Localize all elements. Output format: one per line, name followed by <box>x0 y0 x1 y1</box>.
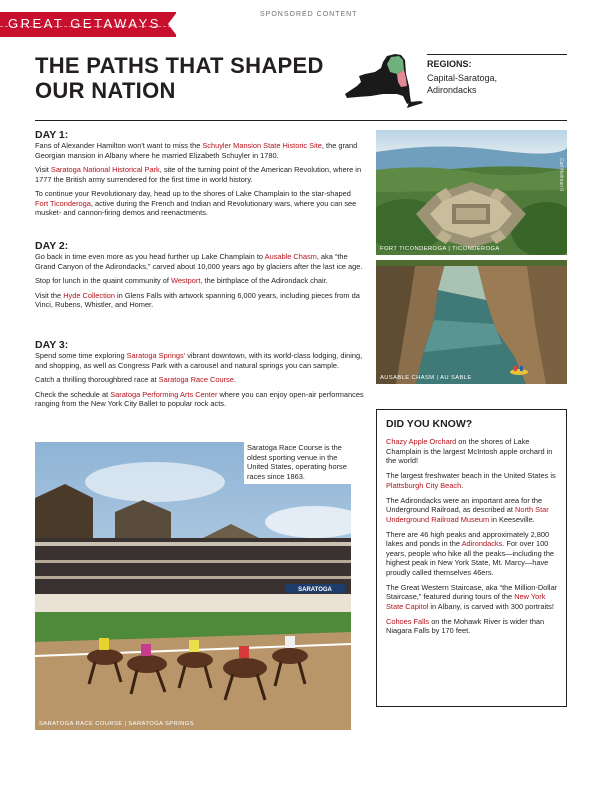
chasm-photo-caption: AUSABLE CHASM | AU SABLE <box>380 375 472 381</box>
regions-label: REGIONS: <box>427 59 472 69</box>
fort-photo-caption: FORT TICONDEROGA | TICONDEROGA <box>380 246 500 252</box>
great-getaways-banner <box>0 12 176 37</box>
day-2-section <box>35 240 365 315</box>
day-1-paragraph-1: Fans of Alexander Hamilton won't want to miss the Schuyler Mansion State Historic Site, the grand Georgian mansion in Albany where he married Elizabeth Schuyler in 1780. <box>35 141 358 160</box>
fort-aerial-image <box>376 130 567 255</box>
link-hyde-collection[interactable]: Hyde Collection <box>63 290 115 300</box>
link-new-york-state-capitol[interactable]: New York State Capitol <box>386 592 546 611</box>
horse-race-image <box>35 442 351 730</box>
chasm-image <box>376 260 567 384</box>
ny-state-shape <box>345 54 423 108</box>
day-1-section <box>35 129 365 223</box>
link-adirondacks[interactable]: Adirondacks <box>461 539 503 548</box>
link-fort-ticonderoga[interactable]: Fort Ticonderoga <box>35 198 91 208</box>
race-photo-caption: SARATOGA RACE COURSE | SARATOGA SPRINGS <box>39 721 194 727</box>
link-saratoga-performing-arts-center[interactable]: Saratoga Performing Arts Center <box>110 389 218 399</box>
link-chazy-apple-orchard[interactable]: Chazy Apple Orchard <box>386 437 457 446</box>
page-title: THE PATHS THAT SHAPED OUR NATION <box>35 53 324 103</box>
day-3-section <box>35 339 365 414</box>
link-saratoga-race-course[interactable]: Saratoga Race Course <box>158 375 234 384</box>
day-2-paragraph-3: Visit the Hyde Collection in Glens Falls with artwork spanning 6,000 years, including pieces from da Vinci, Rubens, Whistler, and Homer. <box>35 290 360 309</box>
regions-rule <box>427 54 567 55</box>
did-you-know-box <box>376 409 567 707</box>
link-ausable-chasm[interactable]: Ausable Chasm <box>264 252 317 261</box>
link-schuyler-mansion[interactable]: Schuyler Mansion State Historic Site <box>202 141 322 150</box>
day-2-paragraph-2: Stop for lunch in the quaint community of Westport, the birthplace of the Adirondack chair. <box>35 276 328 285</box>
day-2-heading: DAY 2: <box>35 240 69 252</box>
day-3-paragraph-3: Check the schedule at Saratoga Performing Arts Center where you can enjoy open-air performances ranging from the New York City Ballet to popular rock acts. <box>35 389 364 408</box>
day-3-heading: DAY 3: <box>35 339 69 351</box>
banner-notch <box>168 12 177 36</box>
day-3-paragraph-1: Spend some time exploring Saratoga Springs' vibrant downtown, with its world-class lodging, dining, and shopping, as well as Congress Park with a carousel and natural springs you can sample. <box>35 351 363 370</box>
fort-photo-credit: Carl Heilman II <box>558 158 564 192</box>
regions-value: Capital-Saratoga, Adirondacks <box>427 73 498 95</box>
fort-ticonderoga-photo <box>376 130 567 255</box>
banner-text: GREAT GETAWAYS <box>8 16 161 31</box>
saratoga-race-course-photo <box>35 442 351 730</box>
day-1-heading: DAY 1: <box>35 129 69 141</box>
fact-1: Chazy Apple Orchard on the shores of Lake Champlain is the largest McIntosh apple orchard in the world! <box>386 437 553 465</box>
fact-5: The Great Western Staircase, aka “the Million-Dollar Staircase,” featured during tours of the New York State Capitol in Albany, is carved with 300 portraits! <box>386 582 558 611</box>
link-saratoga-national-historical-park[interactable]: Saratoga National Historical Park <box>50 165 160 174</box>
day-3-paragraph-2: Catch a thrilling thoroughbred race at Saratoga Race Course. <box>35 375 236 384</box>
ausable-chasm-photo <box>376 260 567 384</box>
did-you-know-heading: DID YOU KNOW? <box>386 418 473 430</box>
link-cohoes-falls[interactable]: Cohoes Falls <box>386 616 430 626</box>
link-north-star-museum[interactable]: North Star Underground Railroad Museum <box>386 505 549 524</box>
day-1-paragraph-3: To continue your Revolutionary day, head up to the shores of Lake Champlain to the star-shaped Fort Ticonderoga, active during the French and Indian and Revolutionary wars, where you can see musket- and cannon-firing demos and reenactments. <box>35 189 357 217</box>
sponsored-label: SPONSORED CONTENT <box>260 11 358 18</box>
fact-4: There are 46 high peaks and approximately 2,800 lakes and ponds in the Adirondacks. For over 100 years, people who hike all the peaks—including the highest peak in New York State, Mt. Marcy—have proudly called themselves 46ers. <box>386 529 555 577</box>
link-saratoga-springs[interactable]: Saratoga Springs' <box>126 351 186 360</box>
fact-2: The largest freshwater beach in the United States is Plattsburgh City Beach. <box>386 471 556 490</box>
fact-6: Cohoes Falls on the Mohawk River is wider than Niagara Falls by 170 feet. <box>386 616 545 635</box>
race-course-note: Saratoga Race Course is the oldest sporting venue in the United States, operating horse races since 1863. <box>244 442 354 484</box>
day-2-paragraph-1: Go back in time even more as you head further up Lake Champlain to Ausable Chasm, aka “the Grand Canyon of the Adirondacks,” carved about 10,000 years ago by glaciers after the last ice age. <box>35 252 363 271</box>
fact-3: The Adirondacks were an important area for the Underground Railroad, as described at North Star Underground Railroad Museum in Keeseville. <box>386 495 549 524</box>
grandstand-sign: SARATOGA <box>298 587 332 593</box>
new-york-map-icon <box>343 52 423 110</box>
day-1-paragraph-2: Visit Saratoga National Historical Park, site of the turning point of the American Revolution, where in 1777 the British army surrendered for the first time in world history. <box>35 165 362 184</box>
link-plattsburgh-city-beach[interactable]: Plattsburgh City Beach <box>386 480 462 490</box>
header-divider <box>35 120 567 121</box>
link-westport[interactable]: Westport <box>170 276 201 285</box>
